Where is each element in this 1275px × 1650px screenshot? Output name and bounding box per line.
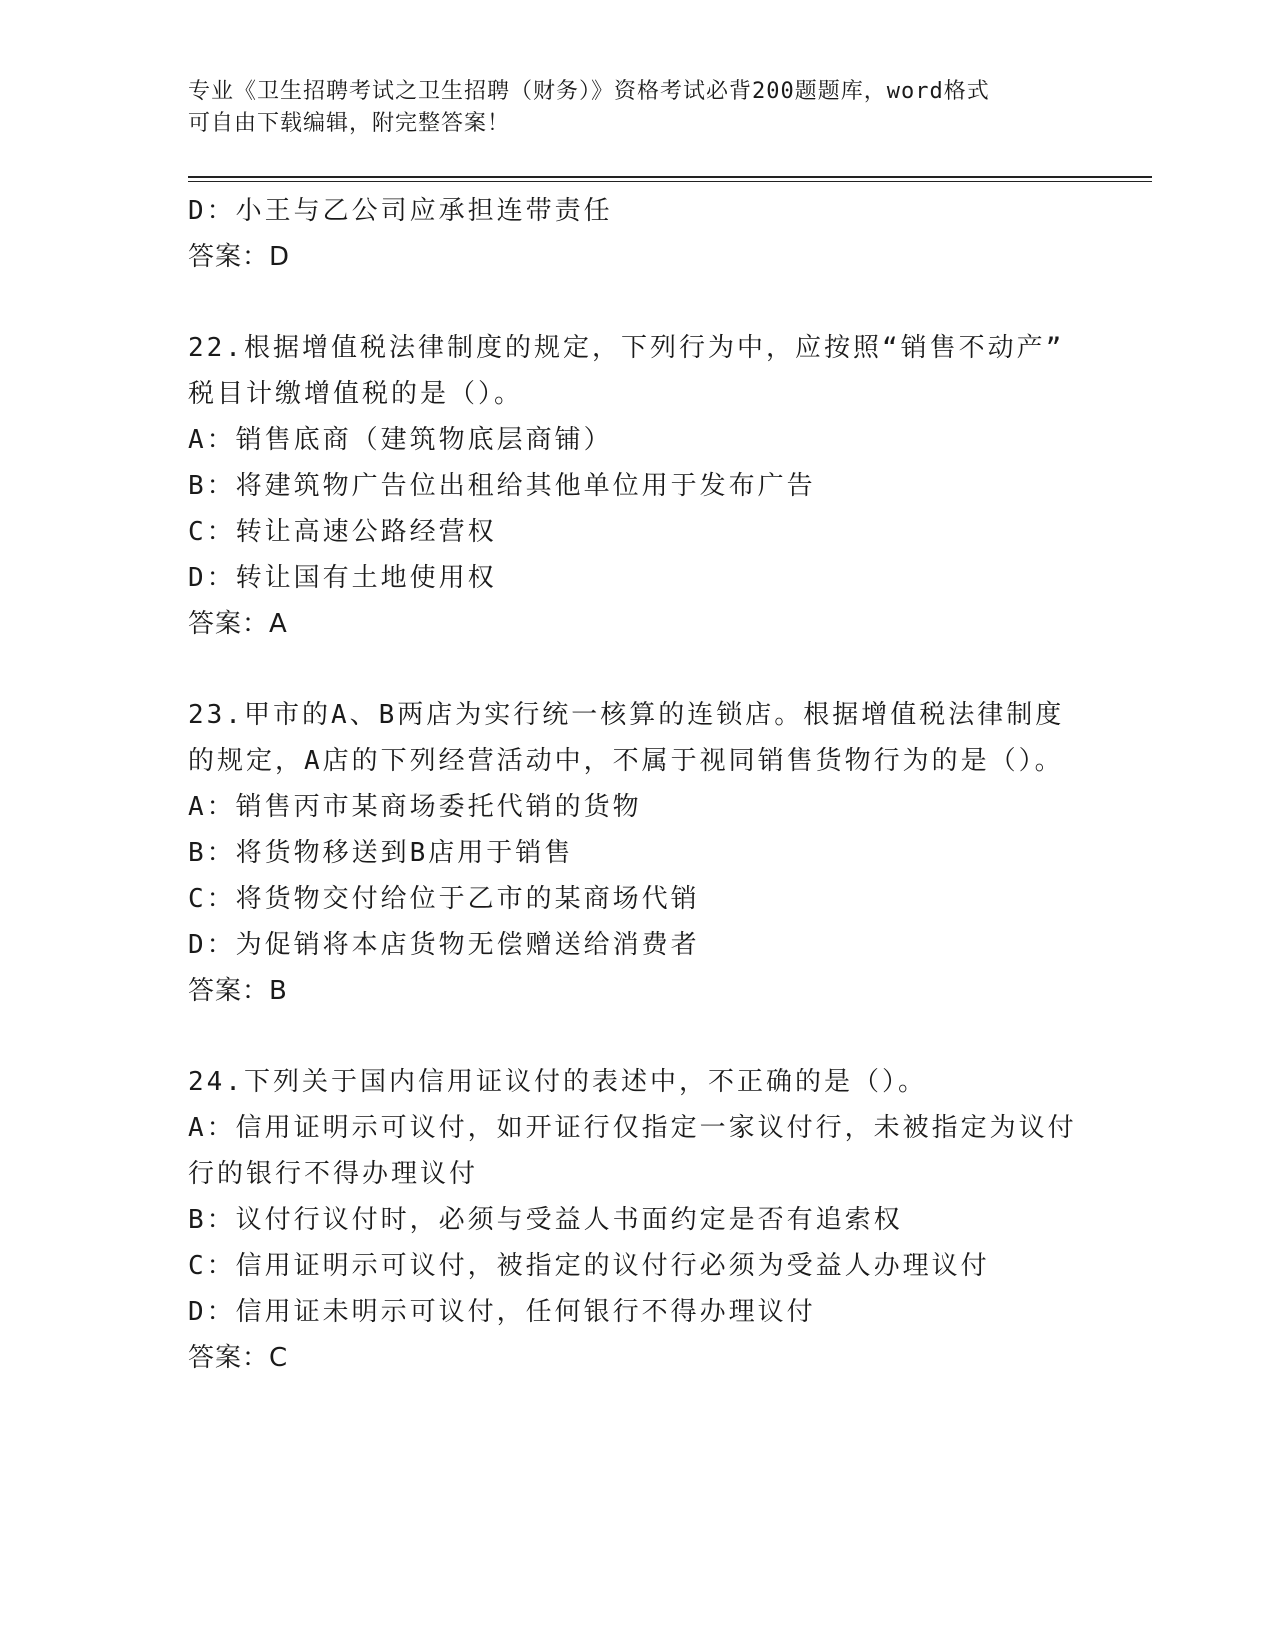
previous-question-tail: [188, 188, 1088, 280]
question-stem-cont: 税目计缴增值税的是（）。: [188, 379, 524, 409]
answer: 答案：D: [188, 242, 291, 272]
option-a: A：信用证明示可议付，如开证行仅指定一家议付行，未被指定为议付: [188, 1113, 1077, 1143]
header-line-2: 可自由下载编辑，附完整答案！: [188, 111, 511, 136]
option-c: C：将货物交付给位于乙市的某商场代销: [188, 884, 700, 914]
question-stem: 22.根据增值税法律制度的规定，下列行为中，应按照“销售不动产”: [188, 333, 1065, 363]
question-23: [188, 692, 1088, 1014]
header-divider-thin: [188, 181, 1152, 182]
header-divider-thick: [188, 176, 1152, 178]
header-line-1: 专业《卫生招聘考试之卫生招聘（财务）》资格考试必背200题题库，word格式: [188, 79, 990, 104]
option-a: A：销售丙市某商场委托代销的货物: [188, 792, 642, 822]
option-b: B：将货物移送到B店用于销售: [188, 838, 574, 868]
answer: 答案：B: [188, 976, 288, 1006]
answer: 答案：A: [188, 609, 288, 639]
option-c: C：转让高速公路经营权: [188, 517, 497, 547]
option-a: A：销售底商（建筑物底层商铺）: [188, 425, 613, 455]
option-b: B：议付行议付时，必须与受益人书面约定是否有追索权: [188, 1205, 903, 1235]
spacer: [188, 647, 1088, 692]
question-22: [188, 325, 1088, 647]
question-list: [188, 188, 1088, 1381]
document-header: [188, 76, 1068, 140]
question-stem: 23.甲市的A、B两店为实行统一核算的连锁店。根据增值税法律制度: [188, 700, 1065, 730]
spacer: [188, 280, 1088, 325]
option-a-cont: 行的银行不得办理议付: [188, 1159, 479, 1189]
option-d: D：小王与乙公司应承担连带责任: [188, 196, 613, 226]
option-d: D：为促销将本店货物无偿赠送给消费者: [188, 930, 700, 960]
option-c: C：信用证明示可议付，被指定的议付行必须为受益人办理议付: [188, 1251, 990, 1281]
answer: 答案：C: [188, 1343, 289, 1373]
option-d: D：信用证未明示可议付，任何银行不得办理议付: [188, 1297, 816, 1327]
option-d: D：转让国有土地使用权: [188, 563, 497, 593]
question-stem-cont: 的规定，A店的下列经营活动中，不属于视同销售货物行为的是（）。: [188, 746, 1064, 776]
question-24: [188, 1059, 1088, 1381]
question-stem: 24.下列关于国内信用证议付的表述中，不正确的是（）。: [188, 1067, 927, 1097]
option-b: B：将建筑物广告位出租给其他单位用于发布广告: [188, 471, 816, 501]
spacer: [188, 1014, 1088, 1059]
